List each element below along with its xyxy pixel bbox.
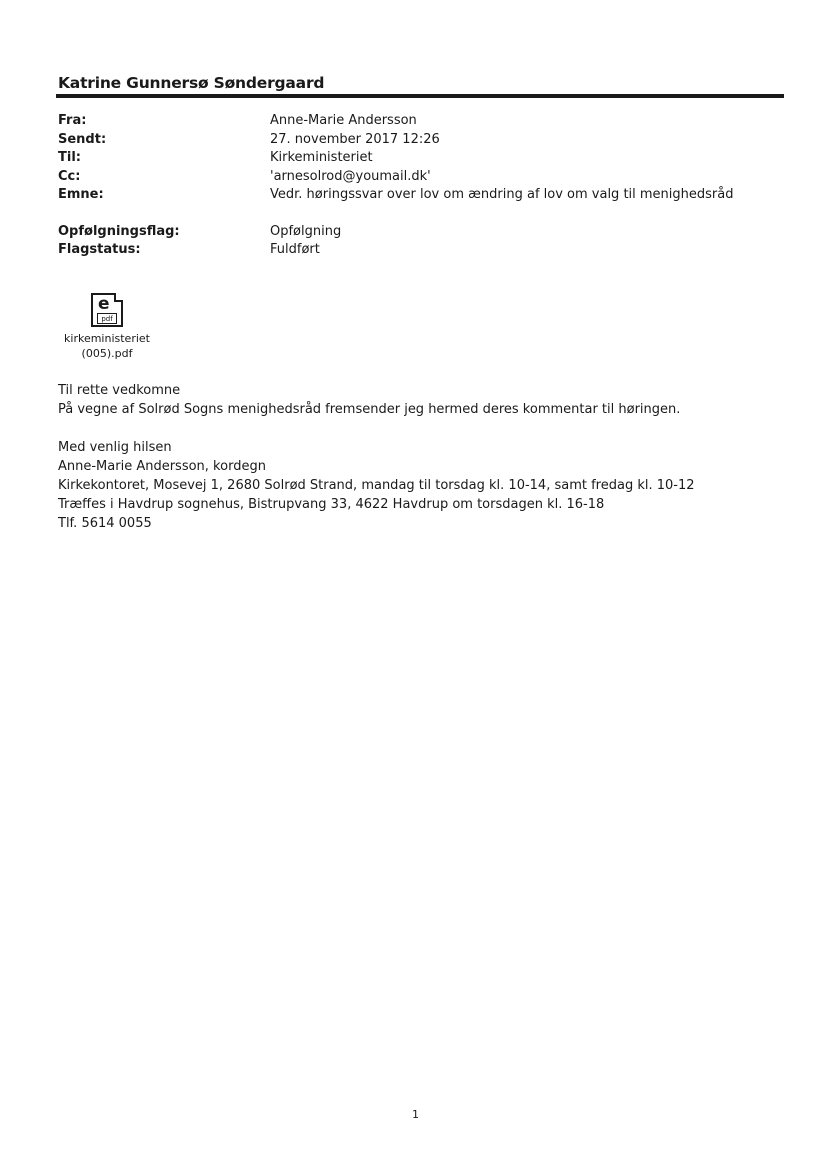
pdf-attachment[interactable] [58, 293, 156, 361]
header-from-label: Fra: [58, 113, 87, 128]
attachment-filename-line2: (005).pdf [81, 347, 133, 360]
pdf-file-icon [91, 293, 123, 327]
attachment-filename-line1: kirkeministeriet [64, 332, 150, 345]
attachment-filename [58, 331, 156, 361]
header-subject-label: Emne: [58, 187, 104, 202]
pdf-icon-glyph: e [98, 294, 110, 314]
header-cc-label: Cc: [58, 168, 81, 184]
signature-name: Anne-Marie Andersson, kordegn [58, 459, 266, 474]
signature-phone: Tlf. 5614 0055 [58, 516, 152, 531]
flag-status-value: Fuldført [270, 242, 320, 257]
header-to-value: Kirkeministeriet [270, 150, 373, 165]
header-to-label: Til: [58, 150, 81, 165]
header-sent-label: Sendt: [58, 131, 107, 147]
signature-address: Kirkekontoret, Mosevej 1, 2680 Solrød Strand, mandag til torsdag kl. 10-14, samt fredag kl. 10-12 [58, 478, 695, 493]
body-message: På vegne af Solrød Sogns menighedsråd fremsender jeg hermed deres kommentar til høringen. [58, 402, 681, 417]
header-subject-value: Vedr. høringssvar over lov om ændring af lov om valg til menighedsråd [270, 187, 734, 202]
header-cc-value: 'arnesolrod@youmail.dk' [270, 168, 431, 184]
signature-havdrup: Træffes i Havdrup sognehus, Bistrupvang 33, 4622 Havdrup om torsdagen kl. 16-18 [58, 497, 605, 512]
sender-name-heading: Katrine Gunnersø Søndergaard [58, 74, 325, 92]
header-sent-value: 27. november 2017 12:26 [270, 131, 440, 147]
body-closing: Med venlig hilsen [58, 440, 172, 455]
header-from-value: Anne-Marie Andersson [270, 113, 417, 128]
pdf-icon-label: pdf [97, 313, 117, 324]
followup-flag-label: Opfølgningsflag: [58, 223, 180, 239]
heading-rule [56, 94, 784, 98]
flag-status-label: Flagstatus: [58, 242, 141, 257]
followup-flag-value: Opfølgning [270, 223, 342, 239]
email-body [58, 381, 695, 533]
body-greeting: Til rette vedkomne [58, 383, 181, 398]
body-spacer [58, 419, 695, 438]
page-fold-corner [114, 293, 123, 302]
page-number: 1 [412, 1108, 419, 1121]
